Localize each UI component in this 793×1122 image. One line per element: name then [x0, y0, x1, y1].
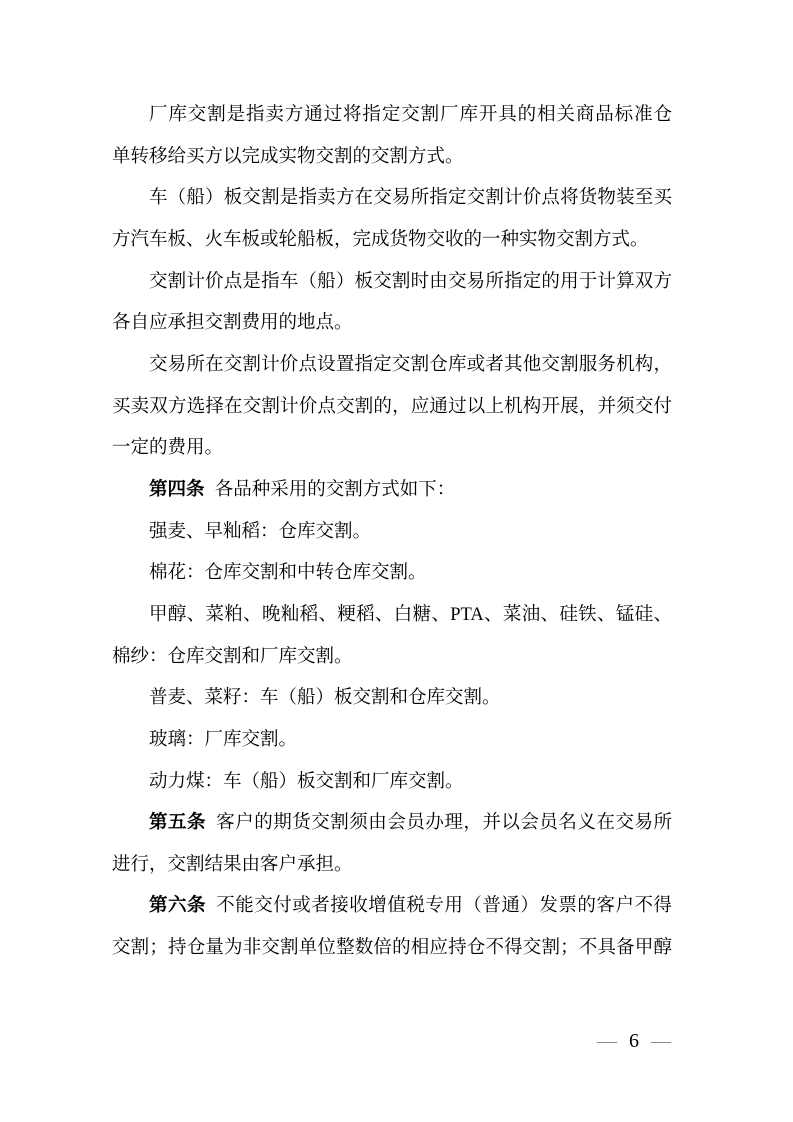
- line-text: 动力煤：车（船）板交割和厂库交割。: [149, 771, 464, 792]
- text-line: [112, 303, 672, 345]
- text-line: [112, 345, 672, 387]
- line-text: 棉纱：仓库交割和厂库交割。: [112, 646, 353, 667]
- text-line: [112, 512, 672, 554]
- text-line: [112, 678, 672, 720]
- line-text: 不能交付或者接收增值税专用（普通）发票的客户不得: [216, 896, 672, 917]
- line-text: 交割；持仓量为非交割单位整数倍的相应持仓不得交割；不具备甲醇: [112, 938, 672, 959]
- text-line: [112, 387, 672, 429]
- line-text: 单转移给买方以完成实物交割的交割方式。: [112, 146, 464, 167]
- text-line: [112, 762, 672, 804]
- line-text: 玻璃：厂库交割。: [149, 729, 298, 750]
- line-text: 客户的期货交割须由会员办理，并以会员名义在交易所: [216, 813, 672, 834]
- line-text: 棉花：仓库交割和中转仓库交割。: [149, 563, 427, 584]
- line-text: 一定的费用。: [112, 438, 224, 459]
- footer-dash-left: —: [597, 1030, 617, 1052]
- text-line: [112, 428, 672, 470]
- text-line: [112, 95, 672, 137]
- text-line: [112, 928, 672, 970]
- text-line: [112, 137, 672, 179]
- line-text: 车（船）板交割是指卖方在交易所指定交割计价点将货物装至买: [149, 188, 672, 209]
- article-number: 第六条: [149, 896, 207, 917]
- text-line: [112, 178, 672, 220]
- text-line: [112, 720, 672, 762]
- article-number: 第四条: [149, 479, 205, 500]
- text-line: [112, 845, 672, 887]
- text-line: [112, 220, 672, 262]
- line-text: 强麦、早籼稻：仓库交割。: [149, 521, 372, 542]
- line-text: 交割计价点是指车（船）板交割时由交易所指定的用于计算双方: [149, 271, 672, 292]
- footer-dash-right: —: [651, 1030, 671, 1052]
- line-text: 各自应承担交割费用的地点。: [112, 313, 353, 334]
- line-text: 买卖双方选择在交割计价点交割的，应通过以上机构开展，并须交付: [112, 396, 672, 417]
- line-text: 进行，交割结果由客户承担。: [112, 854, 353, 875]
- line-text: 普麦、菜籽：车（船）板交割和仓库交割。: [149, 688, 501, 709]
- line-text: 甲醇、菜粕、晚籼稻、粳稻、白糖、PTA、菜油、硅铁、锰硅、: [149, 604, 672, 625]
- document-body: [112, 95, 672, 970]
- text-line: [112, 595, 672, 637]
- text-line: [112, 553, 672, 595]
- article-number: 第五条: [149, 813, 207, 834]
- page-footer: [597, 1029, 671, 1053]
- text-line: [112, 886, 672, 928]
- line-text: 各品种采用的交割方式如下：: [214, 479, 456, 500]
- line-text: 厂库交割是指卖方通过将指定交割厂库开具的相关商品标准仓: [149, 105, 672, 125]
- text-line: [112, 637, 672, 679]
- text-line: [112, 262, 672, 304]
- line-text: 交易所在交割计价点设置指定交割仓库或者其他交割服务机构，: [149, 354, 672, 375]
- text-line: [112, 803, 672, 845]
- page-number: 6: [629, 1030, 639, 1052]
- line-text: 方汽车板、火车板或轮船板，完成货物交收的一种实物交割方式。: [112, 229, 649, 250]
- text-line: [112, 470, 672, 512]
